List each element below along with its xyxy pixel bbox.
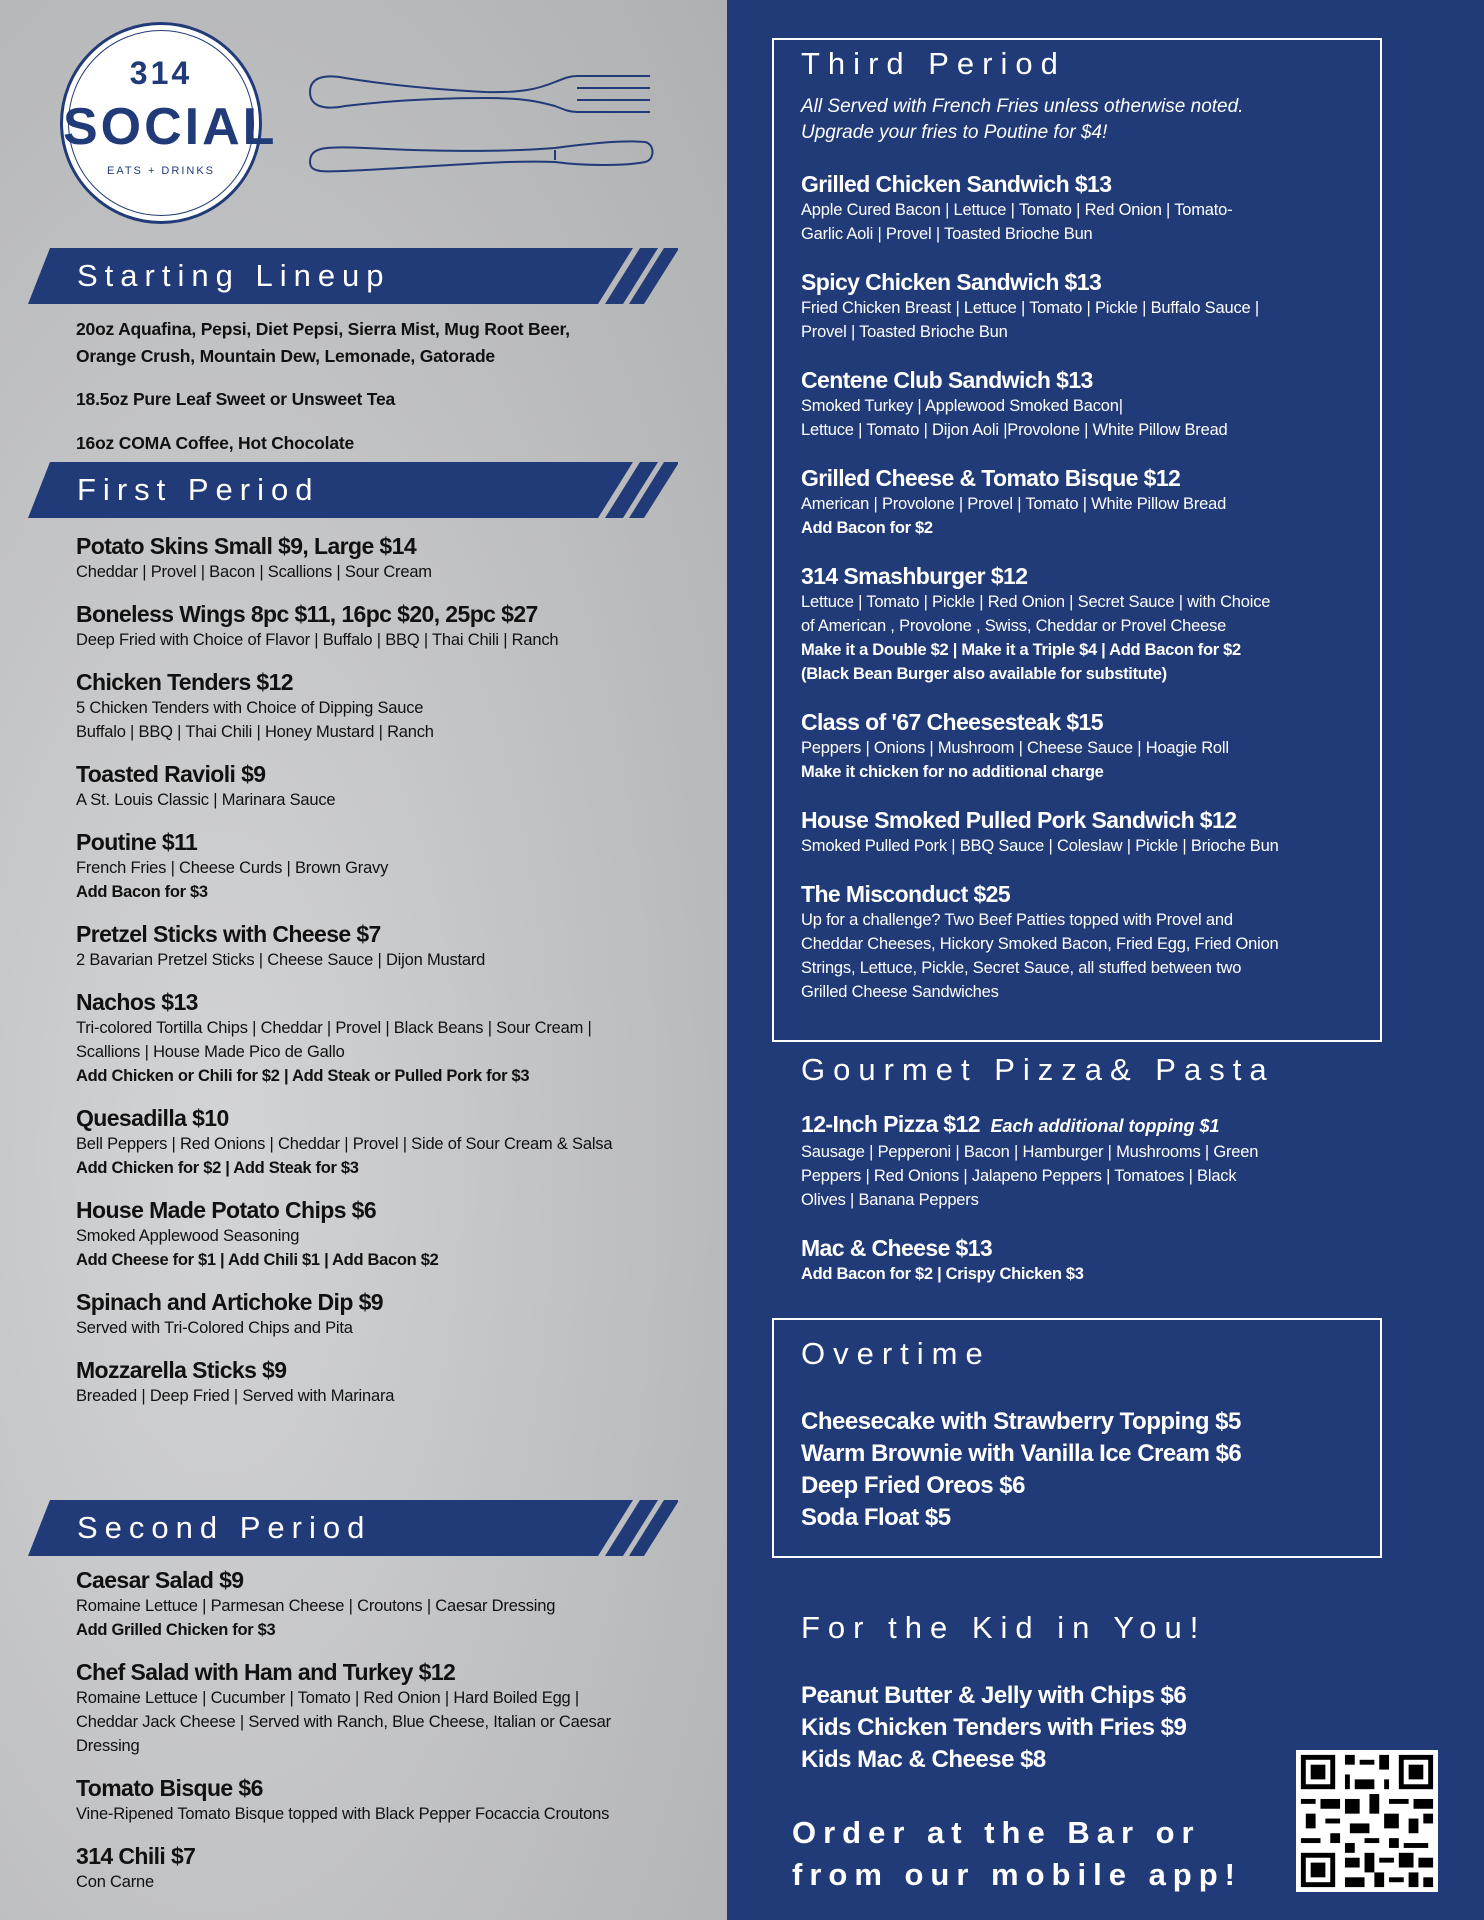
menu-item-description: Strings, Lettuce, Pickle, Secret Sauce, all stuffed between two [801,959,1242,977]
menu-item-name: Quesadilla $10 [76,1105,229,1131]
menu-item-description: Vine-Ripened Tomato Bisque topped with Black Pepper Focaccia Croutons [76,1805,610,1823]
menu-item-name: Class of '67 Cheesesteak $15 [801,709,1103,735]
menu-item-description: Cheddar Jack Cheese | Served with Ranch, Blue Cheese, Italian or Caesar [76,1713,611,1731]
third-period-list [801,170,1361,1004]
menu-item-description: Garlic Aoli | Provel | Toasted Brioche Bun [801,225,1093,243]
menu-item [801,366,1361,442]
menu-item-description: Romaine Lettuce | Parmesan Cheese | Croutons | Caesar Dressing [76,1597,556,1615]
qr-code-icon[interactable] [1296,1750,1438,1892]
menu-item-description: 2 Bavarian Pretzel Sticks | Cheese Sauce | Dijon Mustard [76,951,486,969]
menu-item [76,828,696,904]
menu-item-description: Buffalo | BBQ | Thai Chili | Honey Mustard | Ranch [76,723,434,741]
starting-lineup-title: Starting Lineup [77,258,391,293]
dessert-item: Warm Brownie with Vanilla Ice Cream $6 [801,1440,1242,1467]
note-line: Upgrade your fries to Poutine for $4! [801,122,1108,143]
dessert-item: Cheesecake with Strawberry Topping $5 [801,1408,1241,1435]
menu-item-description: Up for a challenge? Two Beef Patties topped with Provel and [801,911,1233,929]
menu-item-description: Peppers | Onions | Mushroom | Cheese Sauce | Hoagie Roll [801,739,1229,757]
menu-item-name: 314 Smashburger $12 [801,563,1028,589]
menu-item-name: House Made Potato Chips $6 [76,1197,377,1223]
menu-item-description: of American , Provolone , Swiss, Cheddar or Provel Cheese [801,617,1227,635]
menu-item [76,1356,696,1408]
pizza-desc-line: Olives | Banana Peppers [801,1191,979,1209]
logo-word: SOCIAL [63,98,278,156]
menu-item-description: Scallions | House Made Pico de Gallo [76,1043,345,1061]
menu-item [801,268,1361,344]
first-period-title: First Period [77,472,320,507]
menu-item-name: Tomato Bisque $6 [76,1775,263,1801]
menu-item-description: Lettuce | Tomato | Pickle | Red Onion | Secret Sauce | with Choice [801,593,1271,611]
menu-item [76,1842,696,1894]
menu-item [801,806,1361,858]
menu-item-name: Toasted Ravioli $9 [76,761,266,787]
menu-item-name: Potato Skins Small $9, Large $14 [76,533,417,559]
menu-item [801,464,1361,540]
menu-item [801,880,1361,1004]
menu-item-name: Poutine $11 [76,829,198,855]
menu-item-addon: Add Grilled Chicken for $3 [76,1621,276,1639]
mac-extra: Add Bacon for $2 | Crispy Chicken $3 [801,1265,1084,1283]
menu-item-name: Spinach and Artichoke Dip $9 [76,1289,383,1315]
menu-item-description: Cheddar Cheeses, Hickory Smoked Bacon, Fried Egg, Fried Onion [801,935,1279,953]
third-period-note [801,94,1243,146]
overtime-title: Overtime [801,1336,991,1371]
pizza-item [801,1110,1361,1138]
menu-item-addon: Add Bacon for $3 [76,883,208,901]
menu-item-description: Smoked Applewood Seasoning [76,1227,300,1245]
menu-item-description: Con Carne [76,1873,154,1891]
menu-item-description: Bell Peppers | Red Onions | Cheddar | Provel | Side of Sour Cream & Salsa [76,1135,613,1153]
kids-item: Kids Mac & Cheese $8 [801,1746,1046,1773]
kids-item: Kids Chicken Tenders with Fries $9 [801,1714,1187,1741]
menu-item-description: Grilled Cheese Sandwiches [801,983,999,1001]
menu-item-addon: Add Cheese for $1 | Add Chili $1 | Add Bacon $2 [76,1251,439,1269]
pizza-pasta-list [801,1110,1361,1286]
order-callout [792,1812,1242,1896]
menu-item-description: Provel | Toasted Brioche Bun [801,323,1008,341]
menu-item [76,1658,696,1758]
first-period-banner [28,462,678,518]
pizza-desc-line: Peppers | Red Onions | Jalapeno Peppers | Tomatoes | Black [801,1167,1237,1185]
menu-item-name: The Misconduct $25 [801,881,1011,907]
menu-item-description: Apple Cured Bacon | Lettuce | Tomato | Red Onion | Tomato- [801,201,1233,219]
menu-item-name: Boneless Wings 8pc $11, 16pc $20, 25pc $27 [76,601,538,627]
menu-item-description: Fried Chicken Breast | Lettuce | Tomato | Pickle | Buffalo Sauce | [801,299,1259,317]
fork-and-knife-icon [305,62,655,192]
menu-item-addon: Add Chicken for $2 | Add Steak for $3 [76,1159,359,1177]
drink-line: 20oz Aquafina, Pepsi, Diet Pepsi, Sierra Mist, Mug Root Beer, [76,319,570,339]
menu-item [76,988,696,1088]
menu-item-description: Lettuce | Tomato | Dijon Aoli |Provolone | White Pillow Bread [801,421,1228,439]
mac-name: Mac & Cheese $13 [801,1235,993,1261]
dessert-item: Deep Fried Oreos $6 [801,1472,1025,1499]
menu-item-name: Spicy Chicken Sandwich $13 [801,269,1102,295]
drink-line: Orange Crush, Mountain Dew, Lemonade, Gatorade [76,346,495,366]
menu-item-description: Served with Tri-Colored Chips and Pita [76,1319,353,1337]
menu-item-name: Caesar Salad $9 [76,1567,244,1593]
order-line: from our mobile app! [792,1857,1242,1892]
menu-item-description: Cheddar | Provel | Bacon | Scallions | Sour Cream [76,563,432,581]
menu-item-description: Dressing [76,1737,140,1755]
second-period-title: Second Period [77,1510,372,1545]
menu-item-addon: (Black Bean Burger also available for substitute) [801,665,1167,683]
menu-item-name: Mozzarella Sticks $9 [76,1357,287,1383]
menu-item-addon: Make it chicken for no additional charge [801,763,1104,781]
menu-item-description: Smoked Turkey | Applewood Smoked Bacon| [801,397,1123,415]
menu-item-addon: Make it a Double $2 | Make it a Triple $4 | Add Bacon for $2 [801,641,1241,659]
drinks-list [76,316,570,457]
drink-line: 16oz COMA Coffee, Hot Chocolate [76,433,355,453]
note-line: All Served with French Fries unless otherwise noted. [801,96,1244,117]
menu-item-description: Romaine Lettuce | Cucumber | Tomato | Red Onion | Hard Boiled Egg | [76,1689,579,1707]
menu-item [76,1196,696,1272]
third-period-title: Third Period [801,46,1066,81]
kids-title: For the Kid in You! [801,1610,1207,1645]
menu-item-name: House Smoked Pulled Pork Sandwich $12 [801,807,1237,833]
menu-item-name: Grilled Cheese & Tomato Bisque $12 [801,465,1181,491]
menu-item-name: Centene Club Sandwich $13 [801,367,1093,393]
menu-item-addon: Add Chicken or Chili for $2 | Add Steak or Pulled Pork for $3 [76,1067,530,1085]
kids-list [801,1680,1186,1776]
menu-item-name: Nachos $13 [76,989,198,1015]
pizza-topping-note: Each additional topping $1 [990,1116,1220,1136]
menu-item-description: American | Provolone | Provel | Tomato | White Pillow Bread [801,495,1227,513]
menu-item [801,562,1361,686]
menu-item-name: 314 Chili $7 [76,1843,196,1869]
menu-item [76,1774,696,1826]
menu-item [76,532,696,584]
menu-item-name: Chef Salad with Ham and Turkey $12 [76,1659,456,1685]
logo-tagline: EATS + DRINKS [106,165,215,177]
menu-item-description: Smoked Pulled Pork | BBQ Sauce | Coleslaw | Pickle | Brioche Bun [801,837,1279,855]
menu-item [76,1288,696,1340]
drink-line: 18.5oz Pure Leaf Sweet or Unsweet Tea [76,389,396,409]
menu-item-description: A St. Louis Classic | Marinara Sauce [76,791,336,809]
dessert-item: Soda Float $5 [801,1504,951,1531]
menu-item-description: Tri-colored Tortilla Chips | Cheddar | Provel | Black Beans | Sour Cream | [76,1019,592,1037]
menu-item-name: Grilled Chicken Sandwich $13 [801,171,1112,197]
menu-item-description: French Fries | Cheese Curds | Brown Gravy [76,859,389,877]
menu-item [76,600,696,652]
menu-item-description: Breaded | Deep Fried | Served with Marinara [76,1387,395,1405]
pizza-name: 12-Inch Pizza $12 [801,1111,980,1137]
pizza-pasta-title: Gourmet Pizza& Pasta [801,1052,1275,1087]
menu-item [76,760,696,812]
starting-lineup-banner [28,248,678,304]
logo [60,22,278,224]
menu-item [76,1566,696,1642]
menu-item [801,708,1361,784]
menu-item-addon: Add Bacon for $2 [801,519,933,537]
menu-item [76,668,696,744]
second-period-banner [28,1500,678,1556]
pizza-desc-line: Sausage | Pepperoni | Bacon | Hamburger | Mushrooms | Green [801,1143,1259,1161]
menu-item [76,1104,696,1180]
first-period-list [76,532,696,1408]
menu-item-name: Chicken Tenders $12 [76,669,293,695]
menu-item-name: Pretzel Sticks with Cheese $7 [76,921,381,947]
second-period-list [76,1566,696,1894]
overtime-list [801,1406,1241,1534]
menu-item [76,920,696,972]
menu-item-description: Deep Fried with Choice of Flavor | Buffalo | BBQ | Thai Chili | Ranch [76,631,559,649]
menu-item-description: 5 Chicken Tenders with Choice of Dipping Sauce [76,699,424,717]
kids-item: Peanut Butter & Jelly with Chips $6 [801,1682,1187,1709]
menu-item [801,170,1361,246]
logo-number: 314 [129,55,193,91]
order-line: Order at the Bar or [792,1815,1201,1850]
